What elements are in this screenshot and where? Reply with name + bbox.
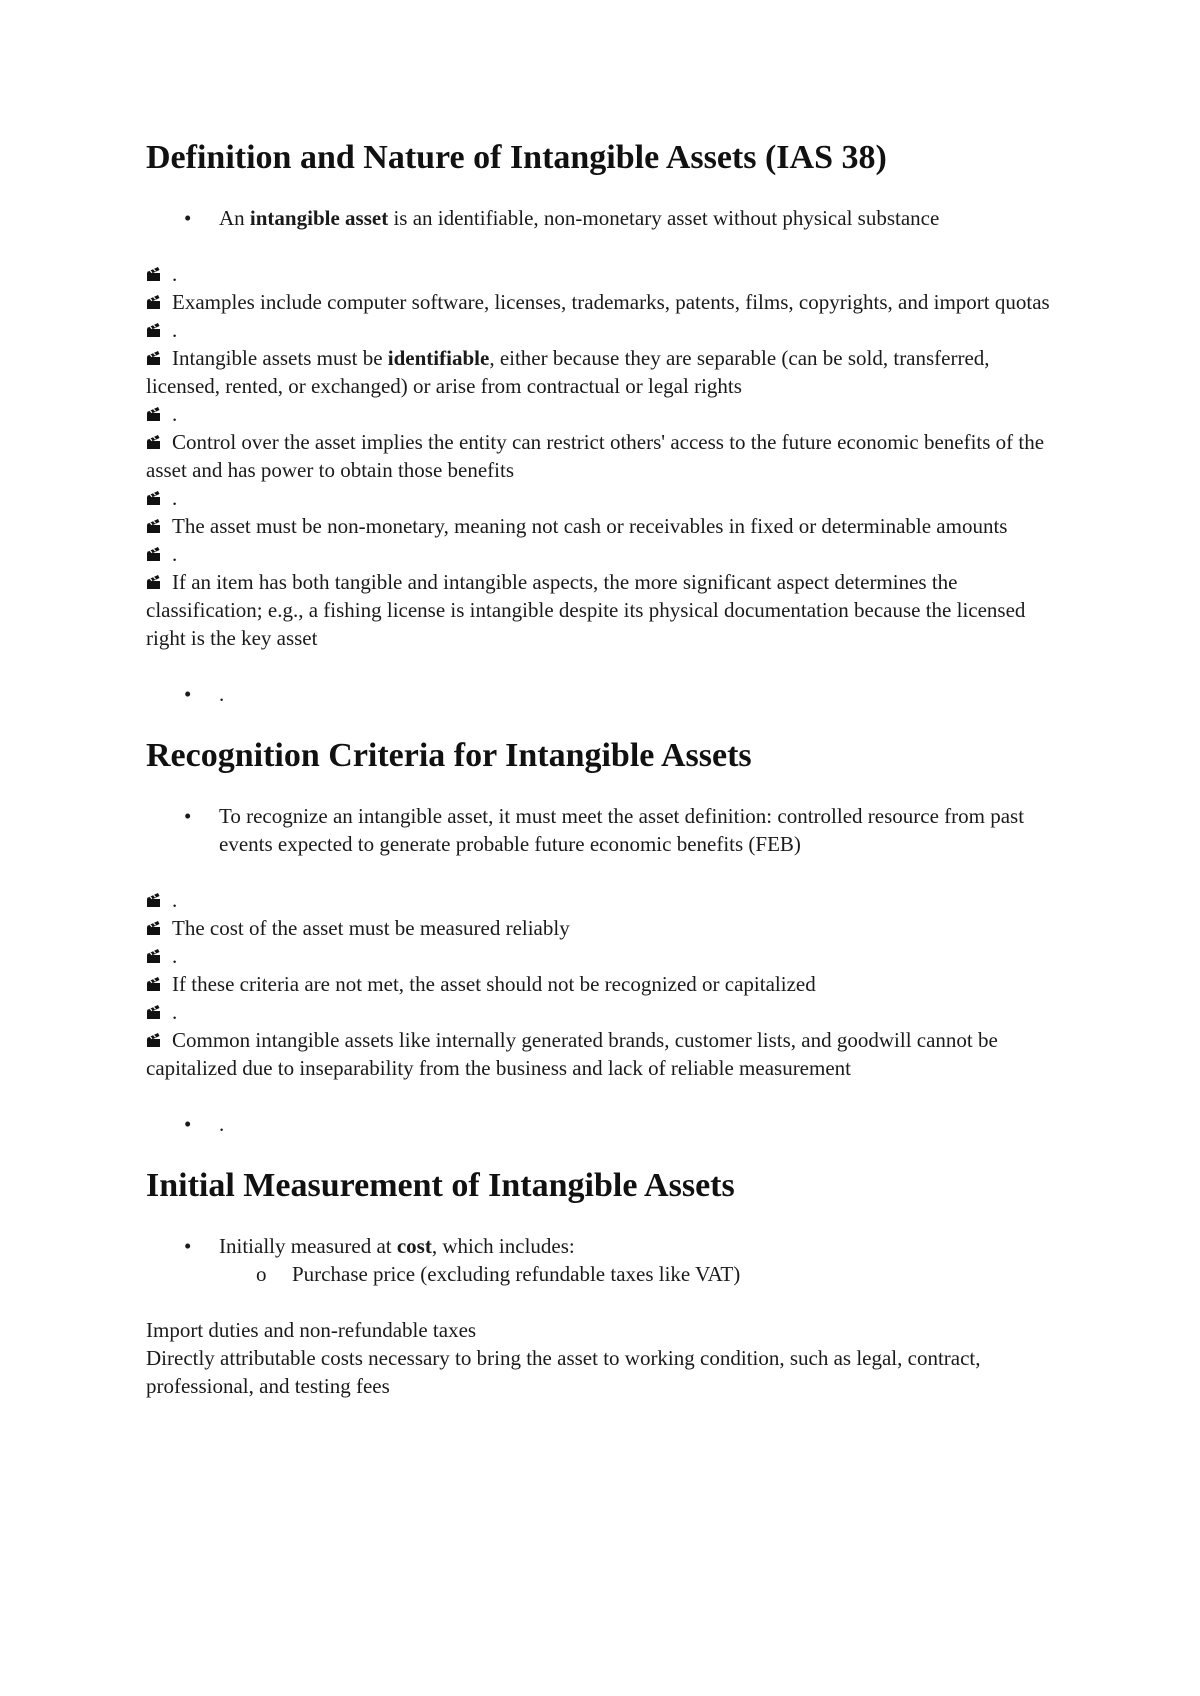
icon-item-text: The asset must be non-monetary, meaning not cash or receivables in fixed or determinable amounts [172, 514, 1008, 538]
icon-item-text: . [172, 402, 178, 426]
icon-item [146, 400, 1066, 428]
icon-item [146, 512, 1066, 540]
icon-item [146, 1026, 1066, 1082]
clapperboard-icon [146, 294, 162, 310]
icon-item [146, 428, 1066, 484]
clapperboard-icon [146, 406, 162, 422]
clapperboard-icon [146, 266, 162, 282]
clapperboard-icon [146, 490, 162, 506]
clapperboard-icon [146, 546, 162, 562]
icon-item-text: Control over the asset implies the entity can restrict others' access to the future economic benefits of the asset and has power to obtain those benefits [146, 430, 1045, 482]
bullet-item: • Initially measured at cost, which includes: [184, 1234, 575, 1258]
section-heading-recognition: Recognition Criteria for Intangible Assets [146, 737, 752, 774]
icon-item [146, 914, 1066, 942]
icon-item [146, 998, 1066, 1026]
clapperboard-icon [146, 350, 162, 366]
paragraph: Directly attributable costs necessary to bring the asset to working condition, such as legal, contract, professional, and testing fees [146, 1346, 981, 1398]
icon-item-text: If an item has both tangible and intangible aspects, the more significant aspect determines the classification; e.g., a fishing license is intangible despite its physical documentation because the licensed right is the key asset [146, 570, 1026, 650]
icon-item-text: Examples include computer software, licenses, trademarks, patents, films, copyrights, and import quotas [172, 290, 1050, 314]
bullet-item-empty: • . [184, 682, 225, 706]
icon-item-text: . [172, 888, 178, 912]
sub-bullet-item: o Purchase price (excluding refundable taxes like VAT) [256, 1262, 741, 1286]
icon-item-text: . [172, 262, 178, 286]
icon-item-text: The cost of the asset must be measured reliably [172, 916, 570, 940]
icon-item [146, 942, 1066, 970]
icon-item-text-prefix: Intangible assets must be [172, 346, 388, 370]
bullet-dot: • [184, 1112, 192, 1136]
icon-item [146, 970, 1066, 998]
clapperboard-icon [146, 322, 162, 338]
icon-item [146, 886, 1066, 914]
clapperboard-icon [146, 434, 162, 450]
clapperboard-icon [146, 574, 162, 590]
section-heading-definition: Definition and Nature of Intangible Assets (IAS 38) [146, 139, 887, 176]
icon-item-text: Common intangible assets like internally generated brands, customer lists, and goodwill cannot be capitalized due to inseparability from the business and lack of reliable measurement [146, 1028, 998, 1080]
icon-item [146, 260, 1066, 288]
icon-item-text: . [172, 1000, 178, 1024]
clapperboard-icon [146, 948, 162, 964]
icon-item-text: If these criteria are not met, the asset should not be recognized or capitalized [172, 972, 816, 996]
paragraph: Import duties and non-refundable taxes [146, 1318, 477, 1342]
bullet-dot: • [184, 804, 192, 828]
bullet-item: • An intangible asset is an identifiable, non-monetary asset without physical substance [184, 206, 940, 230]
bullet-dot: • [184, 206, 192, 230]
icon-item-text-suffix: , either because they are separable (can be sold, transferred, licensed, rented, or exchanged) or arise from contractual or legal rights [146, 346, 990, 398]
icon-item [146, 316, 1066, 344]
section-heading-initial-measurement: Initial Measurement of Intangible Assets [146, 1167, 735, 1204]
icon-item [146, 568, 1066, 652]
icon-item-text: . [172, 318, 178, 342]
clapperboard-icon [146, 1004, 162, 1020]
bullet-dot: • [184, 682, 192, 706]
clapperboard-icon [146, 1032, 162, 1048]
clapperboard-icon [146, 518, 162, 534]
sub-bullet-marker: o [256, 1262, 267, 1286]
clapperboard-icon [146, 892, 162, 908]
clapperboard-icon [146, 976, 162, 992]
bullet-item: • To recognize an intangible asset, it must meet the asset definition: controlled resource from past events expected to generate probable future economic benefits (FEB) [184, 804, 1025, 856]
icon-item-text-bold: identifiable [387, 346, 490, 370]
document-content [146, 138, 1066, 1400]
icon-item-text: . [172, 944, 178, 968]
icon-item [146, 344, 1066, 400]
bullet-dot: • [184, 1234, 192, 1258]
icon-item-text: . [172, 542, 178, 566]
icon-item [146, 288, 1066, 316]
icon-item [146, 540, 1066, 568]
icon-item-text: . [172, 486, 178, 510]
bullet-item-empty: • . [184, 1112, 225, 1136]
icon-item [146, 484, 1066, 512]
clapperboard-icon [146, 920, 162, 936]
